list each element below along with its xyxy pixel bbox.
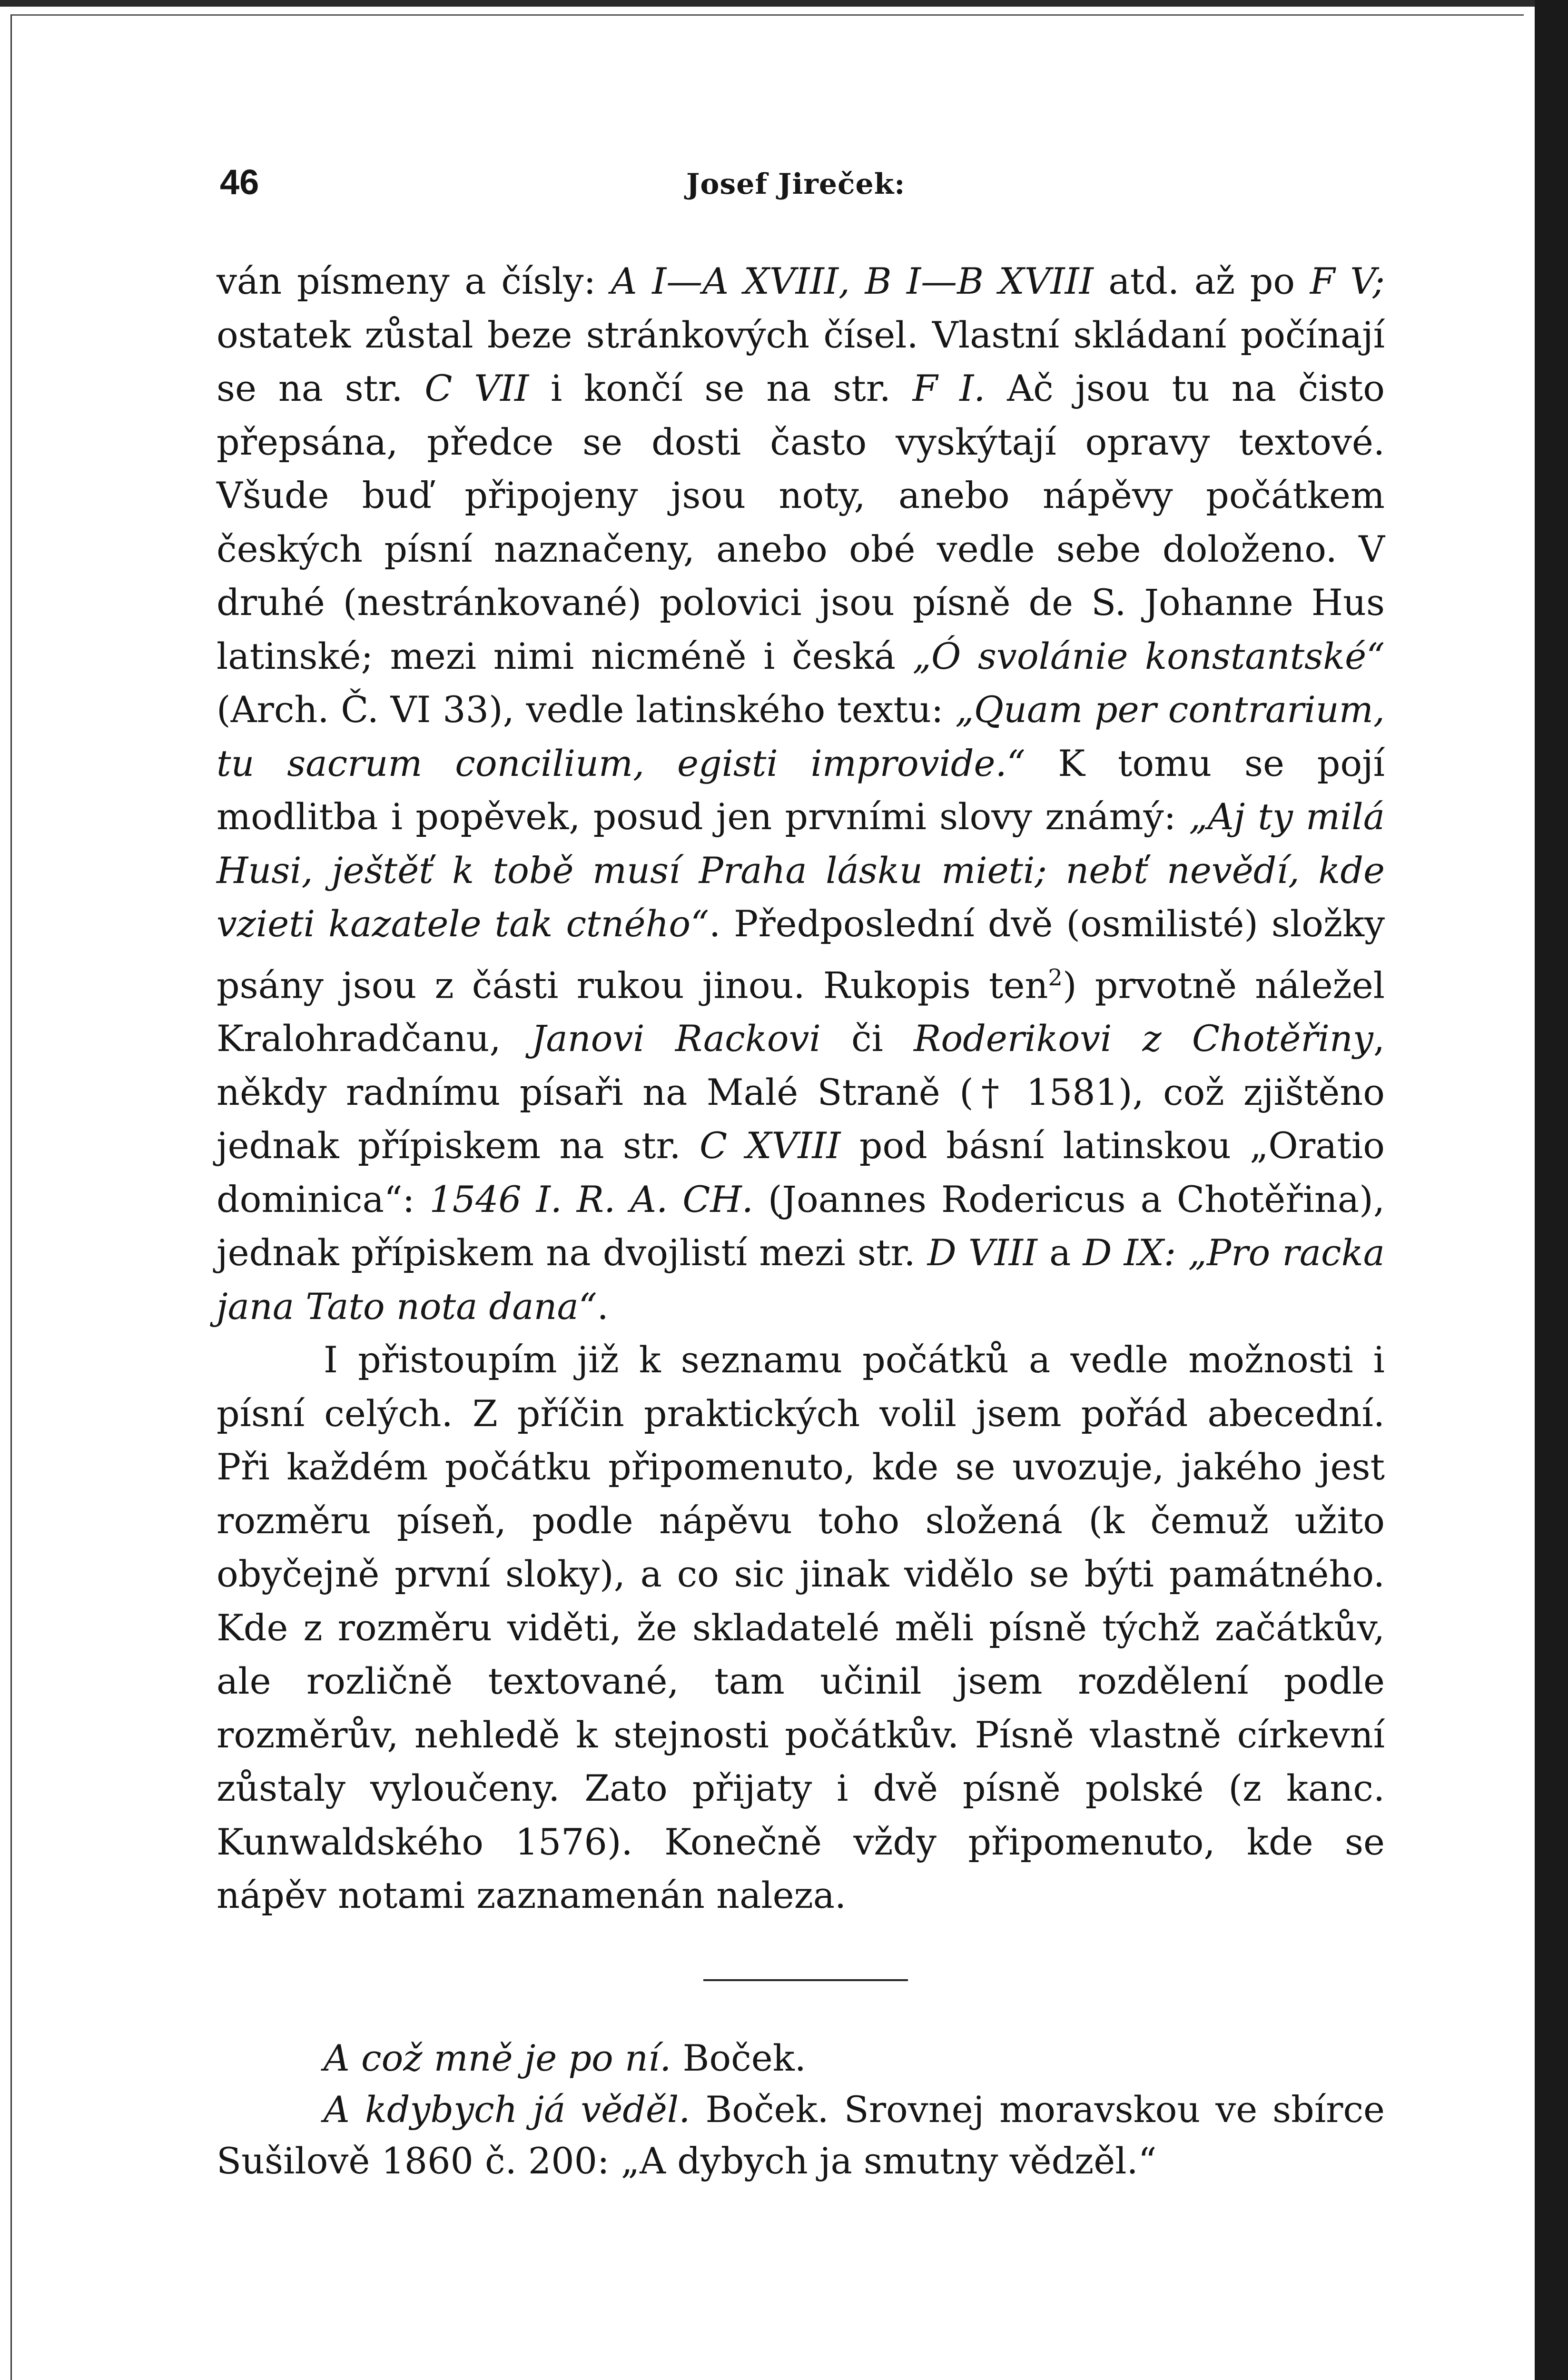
footnote-ref: 2 [1048,964,1063,991]
notes-block [217,2033,1385,2187]
note-1: A což mně je po ní. Boček. [324,2037,806,2079]
note-2: A kdybych já věděl. Boček. Srovnej moravskou ve sbírce Sušilově 1860 č. 200: „A dybych ja smutny vědzěl.“ [217,2088,1385,2182]
section-divider [703,1979,908,1981]
running-head: Josef Jireček: [686,168,906,201]
page-number: 46 [220,162,259,202]
body-text [217,255,1385,1923]
scan-edge-right [1535,0,1568,2380]
paragraph-1: ván písmeny a čísly: A I—A XVIII, B I—B XVIII atd. až po F V; ostatek zůstal beze stránkových čísel. Vlastní skládaní počínají se na str. C VII i končí se na str. F I. Ač jsou tu na čisto přepsána, předce se dosti často vyskýtají opravy textové. Všude buď připojeny jsou noty, anebo nápěvy počátkem českých písní naznačeny, anebo obé vedle sebe doloženo. V druhé (nestránkované) polovici jsou písně de S. Johanne Hus latinské; mezi nimi nicméně i česká „Ó svolánie konstantské“ (Arch. Č. VI 33), vedle latinského textu: „Quam per contrarium, tu sacrum concilium, egisti improvide.“ K tomu se pojí modlitba i popěvek, posud jen prvními slovy známý: „Aj ty milá Husi, ještěť k tobě musí Praha lásku mieti; nebť nevědí, kde vzieti kazatele tak ctného“. Předposlední dvě (osmilisté) složky psány jsou z části rukou jinou. Rukopis ten$^2$) prvotně náležel Kralohradčanu, Janovi Rackovi či Roderikovi z Chotěřiny, někdy radnímu písaři na Malé Straně († 1581), což zjištěno jednak přípiskem na str. C XVIII pod básní latinskou „Oratio dominica“: 1546 I. R. A. CH. (Joannes Rodericus a Chotěřina), jednak přípiskem na dvojlistí mezi str. D VIII a D IX: „Pro racka jana Tato nota dana“. [217,260,1385,1328]
scan-edge-top [0,0,1568,7]
page-header [220,162,1390,209]
paragraph-2: I přistoupím již k seznamu počátků a vedle možnosti i písní celých. Z příčin praktických volil jsem pořád abecední. Při každém počátku připomenuto, kde se uvozuje, jakého jest rozměru píseň, podle nápěvu toho složená (k čemuž užito obyčejně první sloky), a co sic jinak vidělo se býti památného. Kde z rozměru viděti, že skladatelé měli písně týchž začátkův, ale rozličně textované, tam učinil jsem rozdělení podle rozměrův, nehledě k stejnosti počátkův. Písně vlastně církevní zůstaly vyloučeny. Zato přijaty i dvě písně polské (z kanc. Kunwaldského 1576). Konečně vždy připomenuto, kde se nápěv notami zaznamenán naleza. [217,1339,1385,1917]
